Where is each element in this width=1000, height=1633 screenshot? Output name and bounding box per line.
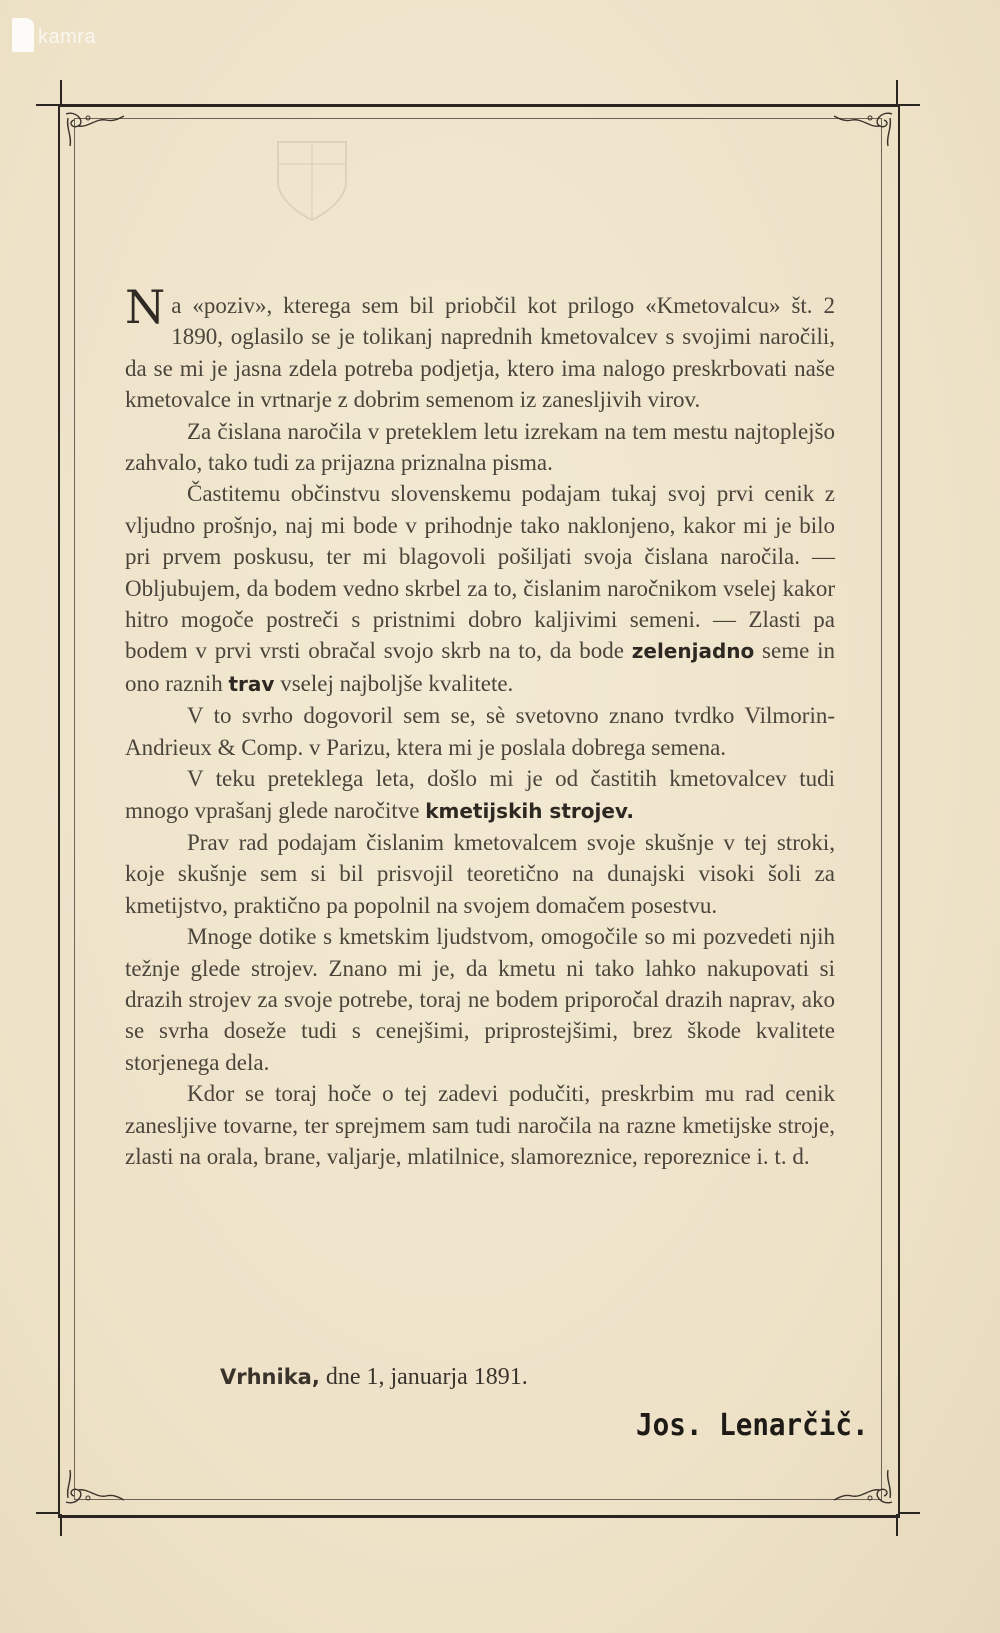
letter-paragraph — [125, 763, 835, 827]
frame-tick — [36, 104, 58, 106]
faded-crest-icon — [272, 134, 352, 224]
letter-paragraph — [125, 478, 835, 700]
letter-body — [125, 280, 835, 1172]
paragraph-text: vselej najboljše kvalitete. — [274, 670, 514, 696]
kamra-logo-icon — [12, 18, 34, 52]
watermark-logo — [12, 16, 122, 56]
paragraph-text: a «poziv», kterega sem bil priobčil kot prilogo «Kmetovalcu» št. 2 1890, oglasilo se je tolikanj naprednih kmetovalcev s svojimi naročili, da se mi je jasna zdela potreba podjetja, ktero ima nalogo preskrbovati naše kmetovalce in vrtnarje z dobrim semenom iz zanesljivih virov. — [125, 293, 835, 413]
frame-tick — [36, 1512, 58, 1514]
letter-paragraph — [125, 1078, 835, 1172]
frame-tick — [896, 80, 898, 104]
emphasis-text: trav — [228, 671, 275, 696]
paragraph-text: Častitemu občinstvu slovenskemu podajam tukaj svoj prvi cenik z vljudno prošnjo, naj mi bode v prihodnje tako naklonjeno, kakor mi je bilo pri prvem poskusu, ter mi blagovoli pošiljati svoja čislana naročila. — Obljubujem, da bodem vedno skrbel za to, čislanim naročnikom vselej kakor hitro mogoče postreči s pristnimi dobro kaljivimi semeni. — Zlasti pa bodem v prvi vrsti obračal svojo skrb na to, da bode — [125, 481, 835, 664]
letter-paragraph — [125, 700, 835, 763]
paragraph-text: Kdor se toraj hoče o tej zadevi podučiti, preskrbim mu rad cenik zanesljive tovarne, ter sprejmem sam tudi naročila na razne kmetijske stroje, zlasti na orala, brane, valjarje, mlatilnice, slamoreznice, reporeznice i. t. d. — [125, 1081, 835, 1169]
watermark-text: kamra — [38, 26, 97, 48]
ornamental-flourish-icon — [832, 1464, 896, 1508]
ornamental-flourish-icon — [62, 1464, 126, 1508]
paragraph-text: V teku preteklega leta, došlo mi je od častitih kmetovalcev tudi mnogo vprašanj glede naročitve — [125, 766, 835, 823]
frame-tick — [898, 104, 920, 106]
frame-tick — [898, 1512, 920, 1514]
letter-paragraph — [125, 280, 835, 416]
paragraph-text: Za čislana naročila v preteklem letu izrekam na tem mestu najtoplejšo zahvalo, tako tudi za prijazna priznalna pisma. — [125, 418, 835, 476]
date-place: Vrhnika, — [220, 1365, 320, 1389]
ornamental-flourish-icon — [832, 108, 896, 152]
paragraph-text: V to svrho dogovoril sem se, sè svetovno znano tvrdko Vilmorin-Andrieux & Comp. v Parizu, ktera mi je poslala dobrega semena. — [125, 703, 835, 760]
date-line — [220, 1364, 528, 1391]
letter-paragraph — [125, 827, 835, 921]
paragraph-text: Prav rad podajam čislanim kmetovalcem svoje skušnje v tej stroki, koje skušnje sem si bil prisvojil teoretično na dunajski visoki šoli za kmetijstvo, praktično pa popolnil na svojem domačem posestvu. — [125, 829, 835, 918]
emphasis-text: kmetijskih strojev. — [425, 798, 634, 823]
frame-tick — [60, 80, 62, 104]
letter-paragraph — [125, 921, 835, 1078]
date-text: dne 1, januarja 1891. — [319, 1364, 528, 1390]
emphasis-text: zelenjadno — [631, 639, 755, 664]
letter-paragraph — [125, 416, 835, 479]
frame-tick — [60, 1514, 62, 1536]
ornamental-flourish-icon — [62, 108, 126, 152]
signature: Jos. Lenarčič. — [636, 1408, 869, 1443]
paragraph-text: seme in ono raznih — [125, 638, 835, 696]
paragraph-text: Mnoge dotike s kmetskim ljudstvom, omogočile so mi pozvedeti njih težnje glede strojev. Znano mi je, da kmetu ni tako lahko nakupovati si drazih strojev za svoje potrebe, toraj ne bodem priporočal drazih naprav, ako se svrha doseže tudi s cenejšimi, priprostejšimi, brez škode kvalitete storjenega dela. — [125, 924, 835, 1075]
frame-tick — [896, 1514, 898, 1536]
drop-cap: N — [125, 280, 166, 334]
